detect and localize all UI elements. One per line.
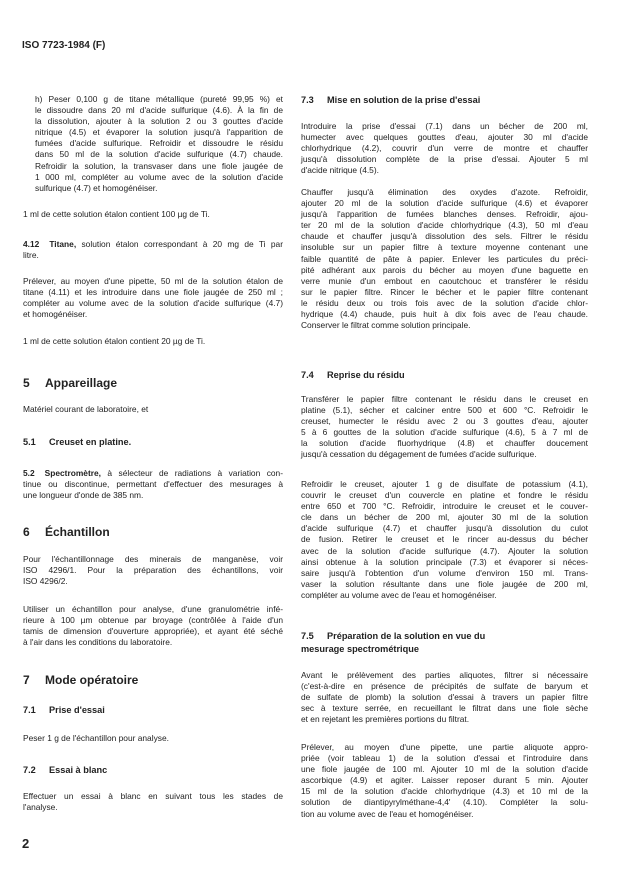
text-line: saire jusqu'à l'obtention d'un volume d'environ 150 ml. Trans- — [301, 567, 588, 578]
text-line: titane (4.11) et les introduire dans une fiole jaugée de 250 ml ; — [23, 287, 283, 298]
text-line: (c'est-à-dire en présence de précipités de sulfate de baryum et — [301, 681, 588, 692]
paragraph-7-3-1 — [301, 121, 588, 176]
text-line: de fusion. Retirer le creuset et le rincer au-dessus du bécher — [301, 534, 588, 545]
text-line: Transférer le papier filtre contenant le résidu dans le creuset en — [301, 394, 588, 404]
note-100-ug — [23, 209, 283, 220]
text-line: insoluble sur un papier filtre à texture moyenne contenant une — [301, 242, 588, 253]
text-line: Pour l'échantillonnage des minerais de manganèse, voir — [23, 554, 283, 564]
text-line: ainsi obtenue à la solution principale (7.3) et évaporer si néces- — [301, 556, 588, 567]
heading-6 — [23, 525, 110, 539]
section-4-12 — [23, 239, 283, 261]
text-line: tamis de dimension d'ouverture appropriée), et ayant été séché — [23, 626, 283, 637]
text-line: d'acide nitrique (4.5). — [301, 165, 379, 176]
text-line: vaser la solution résultante dans une fiole jaugée de 200 ml, — [301, 578, 588, 589]
text-line: Avant le prélèvement des parties aliquotes, filtrer si nécessaire — [301, 670, 588, 680]
text-line: jusqu'à cessation du dégagement de fumées d'acide sulfurique. — [301, 449, 537, 460]
paragraph-6-2 — [23, 604, 283, 648]
text-line: 1 ml de cette solution étalon contient 100 µg de Ti. — [23, 209, 210, 219]
paragraph-7-3-2 — [301, 187, 588, 331]
text-line: tion au volume avec de l'eau et homogénéiser. — [301, 808, 474, 819]
text-line: ISO 4296/2. — [23, 576, 68, 587]
text-line: entre 650 et 700 °C. Refroidir, introduire le creuset et le couver- — [301, 501, 588, 512]
heading-title: Essai à blanc — [49, 765, 108, 775]
text-line: cle dans un bécher de 200 ml, ajouter 30 ml de la solution — [301, 512, 588, 523]
heading-title: Prise d'essai — [49, 705, 105, 715]
text-line: jusqu'à dissolution complète de la prise d'essai. Ajouter 5 ml — [301, 154, 588, 165]
section-number: 4.12 — [23, 239, 40, 249]
text-line: solution de diantipyrylméthane-4,4' (4.10). Compléter la solu- — [301, 797, 588, 808]
text-line: et homogénéiser. — [23, 309, 88, 320]
text-line: 1 ml de cette solution étalon contient 20 µg de Ti. — [23, 336, 206, 346]
text-line: la solution d'acide fluorhydrique (4.8) et chauffer doucement — [301, 438, 588, 449]
text-line: Conserver le filtrat comme solution principale. — [301, 320, 471, 331]
note-20-ug — [23, 336, 283, 347]
section-text: litre. — [23, 250, 39, 261]
text-line: Prélever, au moyen d'une pipette, 50 ml de la solution étalon de — [23, 276, 283, 286]
heading-number: 5 — [23, 376, 30, 390]
text-line: et en rejetant les premières portions du filtrat. — [301, 714, 470, 725]
section-number: 5.2 — [23, 468, 35, 478]
paragraph-7-2 — [23, 791, 283, 813]
text-line: sur le papier filtre. Rincer le bécher et le papier filtre contenant — [301, 286, 588, 297]
text-line: chaude et chauffer jusqu'à dissolution des sels. Filtrer le résidu — [301, 231, 588, 242]
text-line: ISO 4296/1. Pour la préparation des échantillons, voir — [23, 565, 283, 576]
heading-number: 7.5 — [301, 631, 314, 641]
paragraph-7-1 — [23, 733, 283, 744]
paragraph-5 — [23, 404, 283, 415]
heading-title: Reprise du résidu — [327, 370, 405, 380]
text-line: sulfurique (4.7) et homogénéiser. — [35, 182, 158, 193]
heading-7-2 — [23, 764, 107, 777]
heading-title-continued: mesurage spectrométrique — [301, 643, 419, 654]
text-line: Prélever, au moyen d'une pipette, une partie aliquote appro- — [301, 742, 588, 752]
text-line: une fiole jaugée de 100 ml. Ajouter 10 ml de la solution d'acide — [301, 764, 588, 775]
text-line: Refroidir la solution, la transvaser dans une fiole jaugée de — [35, 160, 283, 171]
section-title: Titane, — [49, 239, 77, 249]
text-line: l'analyse. — [23, 802, 58, 813]
text-line: hydrique (4.4) chaude, puis huit à dix fois avec de l'eau chaude. — [301, 309, 588, 320]
heading-title: Mise en solution de la prise d'essai — [327, 95, 481, 105]
text-line: Refroidir le creuset, ajouter 1 g de disulfate de potassium (4.1), — [301, 479, 588, 489]
section-text: une longueur d'onde de 385 nm. — [23, 490, 144, 501]
heading-5-1 — [23, 436, 131, 449]
text-line: creuset, humecter le résidu avec 2 ou 3 gouttes d'eau, ajouter — [301, 416, 588, 427]
text-line: 15 ml de la solution d'acide chlorhydrique (4.3) et 10 ml de la — [301, 786, 588, 797]
text-line: Effectuer un essai à blanc en suivant tous les stades de — [23, 791, 283, 801]
heading-7-3 — [301, 94, 480, 107]
text-line: pité adhérant aux parois du bécher au moyen d'une baguette en — [301, 264, 588, 275]
text-line: nitrique (4.5) et évaporer la solution jusqu'à l'apparition de — [35, 127, 283, 138]
text-line: priée (voir tableau 1) de la solution d'essai et l'introduire dans — [301, 753, 588, 764]
heading-7-5 — [301, 630, 485, 655]
text-line: compléter au volume avec de l'eau et homogénéiser. — [301, 589, 497, 600]
paragraph-7-5-1 — [301, 670, 588, 725]
text-line: Matériel courant de laboratoire, et — [23, 404, 149, 414]
heading-number: 7 — [23, 673, 30, 687]
heading-title: Appareillage — [45, 376, 118, 390]
heading-number: 7.4 — [301, 370, 314, 380]
section-5-2 — [23, 468, 283, 501]
text-line: de sulfate de plomb) la solution d'essai à travers un papier filtre — [301, 692, 588, 703]
text-line: platine (5.1), sécher et calciner entre 500 et 600 °C. Refroidir le — [301, 405, 588, 416]
text-line: la dissolution, ajouter à la solution 2 ou 3 gouttes d'acide — [35, 116, 283, 127]
paragraph-7-4-2 — [301, 479, 588, 601]
text-line: à l'air dans les conditions du laboratoire. — [23, 637, 173, 648]
text-line: dans 50 ml de la solution d'acide sulfurique (4.7) chaude. — [35, 149, 283, 160]
text-line: ascorbique (4.9) et agiter. Laisser reposer durant 5 min. Ajouter — [301, 775, 588, 786]
text-line: ter 20 ml de la solution d'acide chlorhydrique (4.3), 50 ml d'eau — [301, 220, 588, 231]
text-line: verre munie d'un embout en caoutchouc et transférer le résidu — [301, 275, 588, 286]
text-line: humecter avec quelques gouttes d'eau, ajouter 30 ml d'acide — [301, 132, 588, 143]
text-line: fumées d'acide sulfurique. Refroidir et dissoudre le résidu — [35, 138, 283, 149]
heading-number: 5.1 — [23, 437, 36, 447]
text-line: 1 000 ml, compléter au volume avec de la solution d'acide — [35, 171, 283, 182]
text-line: 5 à 6 gouttes de la solution d'acide sulfurique (4.6), 5 à 7 ml de — [301, 427, 588, 438]
text-line: le dissoudre dans 20 ml d'acide sulfurique (4.6). À la fin de — [35, 105, 283, 116]
heading-title: Échantillon — [45, 525, 110, 539]
paragraph-7-5-2 — [301, 742, 588, 820]
heading-number: 7.1 — [23, 705, 36, 715]
text-line: Peser 1 g de l'échantillon pour analyse. — [23, 733, 169, 743]
section-text: à sélecteur de radiations à variation con- — [100, 468, 283, 478]
text-line: h) Peser 0,100 g de titane métallique (pureté 99,95 %) et — [35, 94, 283, 104]
text-line: le résidu deux ou trois fois avec de la solution d'acide chlor- — [301, 297, 588, 308]
paragraph-6-1 — [23, 554, 283, 587]
text-line: jusqu'à l'apparition de fumées blanches denses. Refroidir, ajou- — [301, 209, 588, 220]
heading-number: 6 — [23, 525, 30, 539]
section-text: solution étalon correspondant à 20 mg de Ti par — [76, 239, 283, 249]
text-line: couvrir le creuset d'un couvercle en platine et fondre le résidu — [301, 490, 588, 501]
paragraph-7-4-1 — [301, 394, 588, 461]
text-line: faible quantité de pâte à papier. Enlever les particules du préci- — [301, 253, 588, 264]
text-line: d'acide sulfurique (4.7) et chauffer jusqu'à dissolution du culot — [301, 523, 588, 534]
text-line: compléter au volume avec de la solution d'acide sulfurique (4.7) — [23, 298, 283, 309]
text-line: chlorhydrique (4.2), couvrir d'un verre de montre et chauffer — [301, 143, 588, 154]
paragraph-h — [35, 94, 283, 194]
heading-number: 7.3 — [301, 95, 314, 105]
heading-7 — [23, 673, 138, 687]
text-line: avec de la solution d'acide sulfurique (4.7). Ajouter la solution — [301, 545, 588, 556]
heading-title: Mode opératoire — [45, 673, 139, 687]
heading-7-1 — [23, 704, 105, 717]
section-text: tinue ou discontinue, permettant d'effectuer des mesurages à — [23, 479, 283, 490]
heading-7-4 — [301, 369, 405, 382]
heading-number: 7.2 — [23, 765, 36, 775]
page-number: 2 — [22, 836, 30, 851]
heading-5 — [23, 376, 117, 390]
heading-title: Creuset en platine. — [49, 437, 132, 447]
paragraph-4-12 — [23, 276, 283, 320]
document-header: ISO 7723-1984 (F) — [22, 40, 106, 51]
section-title: Spectromètre, — [44, 468, 101, 478]
heading-title: Préparation de la solution en vue du — [327, 631, 486, 641]
text-line: Utiliser un échantillon pour analyse, d'une granulométrie infé- — [23, 604, 283, 614]
text-line: rieure à 100 µm obtenue par broyage (contrôlée à l'aide d'un — [23, 615, 283, 626]
text-line: Chauffer jusqu'à élimination des oxydes d'azote. Refroidir, — [301, 187, 588, 197]
text-line: Introduire la prise d'essai (7.1) dans un bécher de 200 ml, — [301, 121, 588, 131]
text-line: sec à texture serrée, en recueillant le filtrat dans une fiole sèche — [301, 703, 588, 714]
text-line: ajouter 20 ml de la solution d'acide sulfurique (4.6) et évaporer — [301, 198, 588, 209]
